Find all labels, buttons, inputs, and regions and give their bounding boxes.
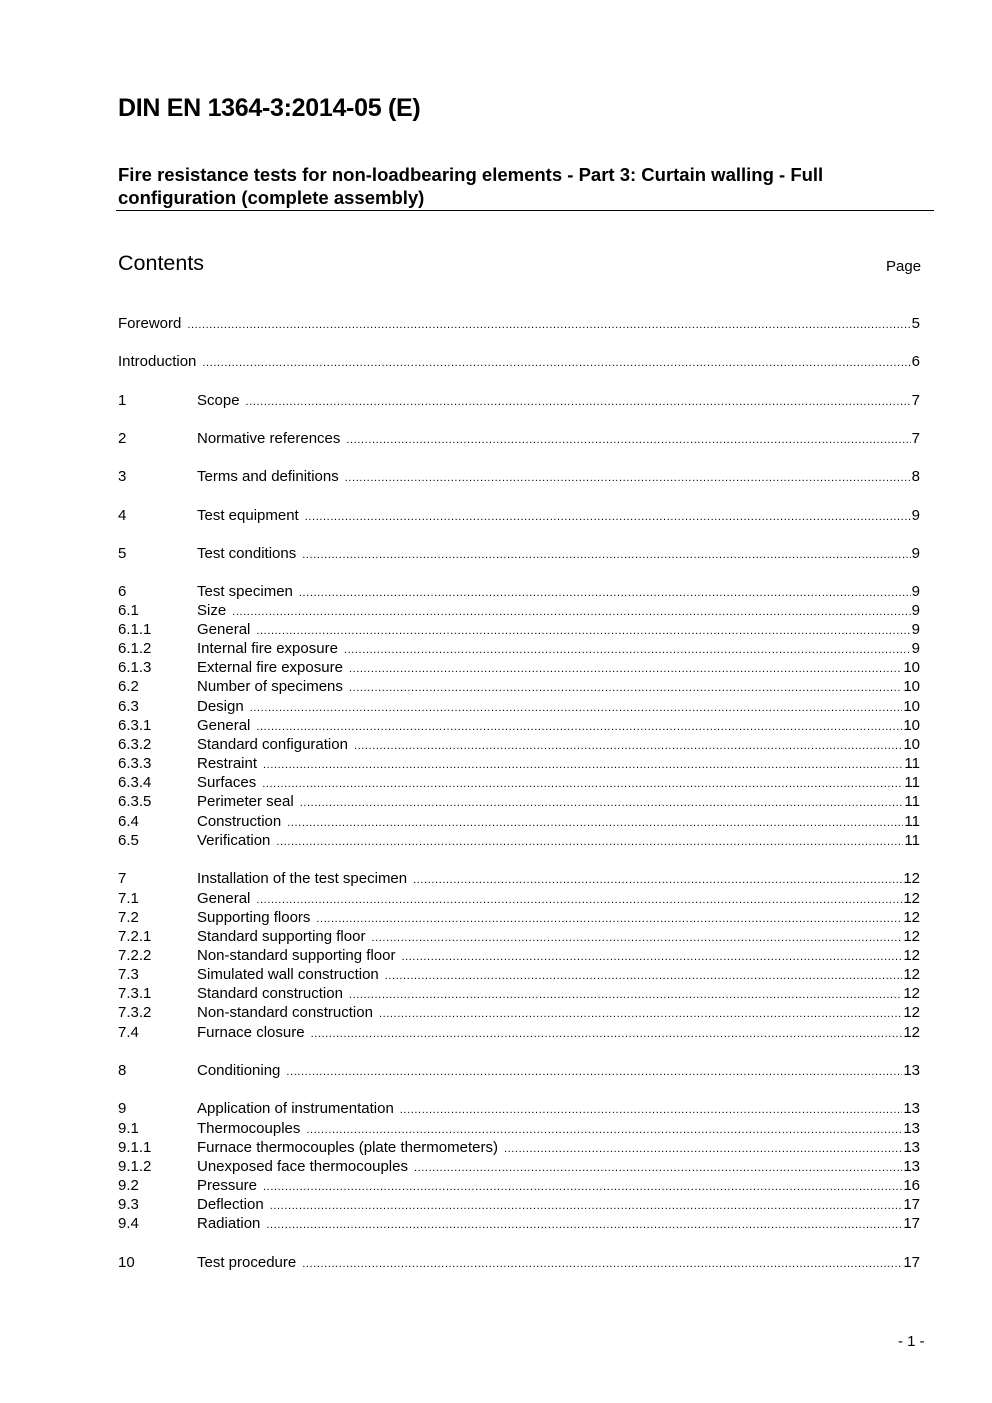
toc-entry-number: 9.1.1	[118, 1139, 152, 1156]
toc-dot-leader	[400, 1101, 903, 1120]
toc-entry[interactable]	[118, 812, 920, 831]
toc-entry-number: 8	[118, 1062, 127, 1079]
toc-entry-title: Perimeter seal	[197, 793, 294, 810]
toc-entry[interactable]	[118, 429, 920, 448]
toc-entry-page: 8	[911, 468, 920, 485]
toc-entry-page: 12	[903, 1004, 920, 1021]
toc-entry[interactable]	[118, 1138, 920, 1157]
toc-entry-number: 6.2	[118, 678, 139, 695]
toc-entry[interactable]	[118, 773, 920, 792]
toc-entry-title: Construction	[197, 813, 282, 830]
toc-entry[interactable]	[118, 735, 920, 754]
toc-entry-title: Pressure	[197, 1177, 258, 1194]
toc-entry-page: 6	[911, 353, 920, 370]
toc-entry-title: Size	[197, 602, 227, 619]
toc-entry[interactable]	[118, 620, 920, 639]
toc-entry-title: Foreword	[118, 315, 182, 332]
toc-entry-page: 12	[903, 985, 920, 1002]
toc-entry-number: 6.3.5	[118, 793, 152, 810]
toc-entry[interactable]	[118, 506, 920, 525]
toc-entry-title: Standard construction	[197, 985, 343, 1002]
toc-entry-title: Surfaces	[197, 774, 257, 791]
toc-entry-number: 10	[118, 1254, 135, 1271]
toc-entry-number: 6.3.3	[118, 755, 152, 772]
toc-entry[interactable]	[118, 889, 920, 908]
toc-entry-title: Terms and definitions	[197, 468, 339, 485]
toc-dot-leader	[276, 833, 903, 852]
toc-entry[interactable]	[118, 831, 920, 850]
toc-entry[interactable]	[118, 582, 920, 601]
toc-entry-title: Normative references	[197, 430, 341, 447]
toc-entry-page: 12	[903, 870, 920, 887]
toc-entry-title: External fire exposure	[197, 659, 343, 676]
toc-entry[interactable]	[118, 677, 920, 696]
toc-entry-number: 9.3	[118, 1196, 139, 1213]
toc-dot-leader	[246, 393, 911, 412]
toc-entry[interactable]	[118, 1023, 920, 1042]
toc-dot-leader	[266, 1216, 902, 1235]
toc-entry-number: 7.3.2	[118, 1004, 152, 1021]
toc-entry-title: Test equipment	[197, 507, 299, 524]
toc-entry[interactable]	[118, 927, 920, 946]
toc-entry-page: 13	[903, 1158, 920, 1175]
toc-entry-title: Verification	[197, 832, 271, 849]
toc-entry-title: Thermocouples	[197, 1120, 301, 1137]
toc-dot-leader	[187, 316, 910, 335]
toc-entry[interactable]	[118, 716, 920, 735]
toc-dot-leader	[286, 1063, 902, 1082]
toc-entry-page: 13	[903, 1100, 920, 1117]
toc-entry-title: Radiation	[197, 1215, 261, 1232]
toc-entry-number: 7.2.1	[118, 928, 152, 945]
toc-entry-page: 7	[911, 430, 920, 447]
toc-entry-title: Installation of the test specimen	[197, 870, 408, 887]
toc-entry-number: 7.3	[118, 966, 139, 983]
toc-entry-page: 12	[903, 966, 920, 983]
toc-entry[interactable]	[118, 601, 920, 620]
toc-entry-title: Test specimen	[197, 583, 293, 600]
document-subtitle: Fire resistance tests for non-loadbearing elements - Part 3: Curtain walling - Full configuration (complete assembly)	[118, 164, 824, 208]
toc-entry-page: 5	[911, 315, 920, 332]
toc-entry-number: 7.1	[118, 890, 139, 907]
toc-entry[interactable]	[118, 314, 920, 333]
toc-entry[interactable]	[118, 639, 920, 658]
page-column-label: Page	[886, 258, 922, 275]
toc-entry-page: 12	[903, 947, 920, 964]
toc-entry-number: 6.1.3	[118, 659, 152, 676]
toc-entry[interactable]	[118, 792, 920, 811]
toc-entry-number: 6.3.4	[118, 774, 152, 791]
toc-entry[interactable]	[118, 946, 920, 965]
toc-entry-page: 11	[904, 793, 920, 810]
toc-entry-title: Unexposed face thermocouples	[197, 1158, 408, 1175]
toc-entry-title: Conditioning	[197, 1062, 281, 1079]
toc-entry-title: Non-standard supporting floor	[197, 947, 396, 964]
toc-entry-title: Design	[197, 698, 244, 715]
toc-entry-title: Introduction	[118, 353, 197, 370]
toc-entry-title: Non-standard construction	[197, 1004, 373, 1021]
toc-dot-leader	[349, 679, 902, 698]
toc-entry-number: 6.4	[118, 813, 139, 830]
document-title: DIN EN 1364-3:2014-05 (E)	[118, 94, 421, 122]
toc-entry-title: Furnace closure	[197, 1024, 305, 1041]
toc-entry[interactable]	[118, 1157, 920, 1176]
toc-dot-leader	[302, 546, 910, 565]
toc-entry[interactable]	[118, 908, 920, 927]
toc-entry-page: 12	[903, 1024, 920, 1041]
toc-entry-page: 10	[903, 659, 920, 676]
toc-entry-page: 17	[903, 1254, 920, 1271]
toc-entry-number: 1	[118, 392, 127, 409]
toc-entry-page: 10	[903, 698, 920, 715]
toc-entry-page: 16	[903, 1177, 920, 1194]
contents-heading: Contents	[118, 251, 205, 275]
toc-entry-page: 9	[911, 640, 920, 657]
toc-entry-title: Internal fire exposure	[197, 640, 338, 657]
toc-entry-number: 6.5	[118, 832, 139, 849]
toc-entry-number: 6.1	[118, 602, 139, 619]
toc-entry[interactable]	[118, 467, 920, 486]
toc-entry[interactable]	[118, 544, 920, 563]
toc-entry-number: 6.3.1	[118, 717, 152, 734]
toc-entry-title: Deflection	[197, 1196, 264, 1213]
toc-entry-number: 9.2	[118, 1177, 139, 1194]
toc-entry-number: 9.1.2	[118, 1158, 152, 1175]
toc-entry-number: 4	[118, 507, 127, 524]
toc-entry[interactable]	[118, 1214, 920, 1233]
toc-entry-title: Application of instrumentation	[197, 1100, 394, 1117]
toc-entry[interactable]	[118, 1176, 920, 1195]
toc-entry-page: 13	[903, 1120, 920, 1137]
toc-entry-page: 13	[903, 1139, 920, 1156]
toc-entry-page: 11	[904, 813, 920, 830]
toc-dot-leader	[305, 508, 911, 527]
toc-entry-title: Test conditions	[197, 545, 297, 562]
toc-dot-leader	[202, 354, 910, 373]
toc-entry-title: Restraint	[197, 755, 258, 772]
toc-entry-number: 9	[118, 1100, 127, 1117]
toc-dot-leader	[302, 1255, 902, 1274]
toc-entry-title: Test procedure	[197, 1254, 297, 1271]
toc-entry-title: Supporting floors	[197, 909, 311, 926]
toc-entry-page: 11	[904, 774, 920, 791]
toc-entry-title: Scope	[197, 392, 240, 409]
title-divider	[116, 210, 934, 211]
toc-entry-page: 7	[911, 392, 920, 409]
toc-entry-number: 7.4	[118, 1024, 139, 1041]
toc-entry-page: 10	[903, 678, 920, 695]
toc-dot-leader	[300, 794, 904, 813]
toc-entry[interactable]	[118, 658, 920, 677]
toc-entry-page: 13	[903, 1062, 920, 1079]
toc-entry[interactable]	[118, 754, 920, 773]
toc-entry[interactable]	[118, 391, 920, 410]
toc-entry-page: 12	[903, 890, 920, 907]
toc-entry-number: 9.4	[118, 1215, 139, 1232]
toc-dot-leader	[413, 871, 902, 890]
toc-entry[interactable]	[118, 1119, 920, 1138]
toc-entry-number: 9.1	[118, 1120, 139, 1137]
toc-entry-page: 9	[911, 507, 920, 524]
toc-entry-page: 17	[903, 1215, 920, 1232]
toc-entry-page: 11	[904, 755, 920, 772]
toc-entry-page: 12	[903, 909, 920, 926]
toc-entry-number: 6.1.2	[118, 640, 152, 657]
page-number: - 1 -	[898, 1333, 925, 1350]
toc-dot-leader	[311, 1025, 903, 1044]
toc-entry-number: 7.2.2	[118, 947, 152, 964]
toc-entry-page: 17	[903, 1196, 920, 1213]
toc-entry-title: Number of specimens	[197, 678, 343, 695]
toc-entry-title: Standard configuration	[197, 736, 348, 753]
toc-entry[interactable]	[118, 984, 920, 1003]
toc-entry-title: Simulated wall construction	[197, 966, 379, 983]
toc-dot-leader	[346, 431, 910, 450]
toc-entry-number: 7.2	[118, 909, 139, 926]
toc-entry-page: 10	[903, 717, 920, 734]
toc-entry-page: 9	[911, 602, 920, 619]
toc-entry-title: Standard supporting floor	[197, 928, 366, 945]
toc-entry-number: 6	[118, 583, 127, 600]
toc-entry-number: 7.3.1	[118, 985, 152, 1002]
toc-entry[interactable]	[118, 697, 920, 716]
toc-entry-title: General	[197, 717, 251, 734]
toc-entry[interactable]	[118, 1195, 920, 1214]
toc-entry-page: 9	[911, 583, 920, 600]
toc-entry-title: General	[197, 621, 251, 638]
toc-entry-page: 9	[911, 621, 920, 638]
toc-entry-number: 6.3	[118, 698, 139, 715]
toc-entry-number: 5	[118, 545, 127, 562]
toc-entry-page: 10	[903, 736, 920, 753]
toc-entry[interactable]	[118, 1099, 920, 1118]
toc-entry[interactable]	[118, 965, 920, 984]
toc-entry-number: 3	[118, 468, 127, 485]
toc-entry[interactable]	[118, 1061, 920, 1080]
toc-entry[interactable]	[118, 352, 920, 371]
toc-entry-page: 9	[911, 545, 920, 562]
toc-entry-number: 2	[118, 430, 127, 447]
toc-entry-page: 11	[904, 832, 920, 849]
toc-entry-number: 6.3.2	[118, 736, 152, 753]
toc-entry-number: 6.1.1	[118, 621, 152, 638]
toc-entry-page: 12	[903, 928, 920, 945]
toc-dot-leader	[345, 469, 911, 488]
toc-entry-title: General	[197, 890, 251, 907]
toc-entry-title: Furnace thermocouples (plate thermometers)	[197, 1139, 498, 1156]
toc-entry[interactable]	[118, 1003, 920, 1022]
toc-entry[interactable]	[118, 1253, 920, 1272]
toc-dot-leader	[379, 1005, 902, 1024]
toc-entry[interactable]	[118, 869, 920, 888]
toc-entry-number: 7	[118, 870, 127, 887]
